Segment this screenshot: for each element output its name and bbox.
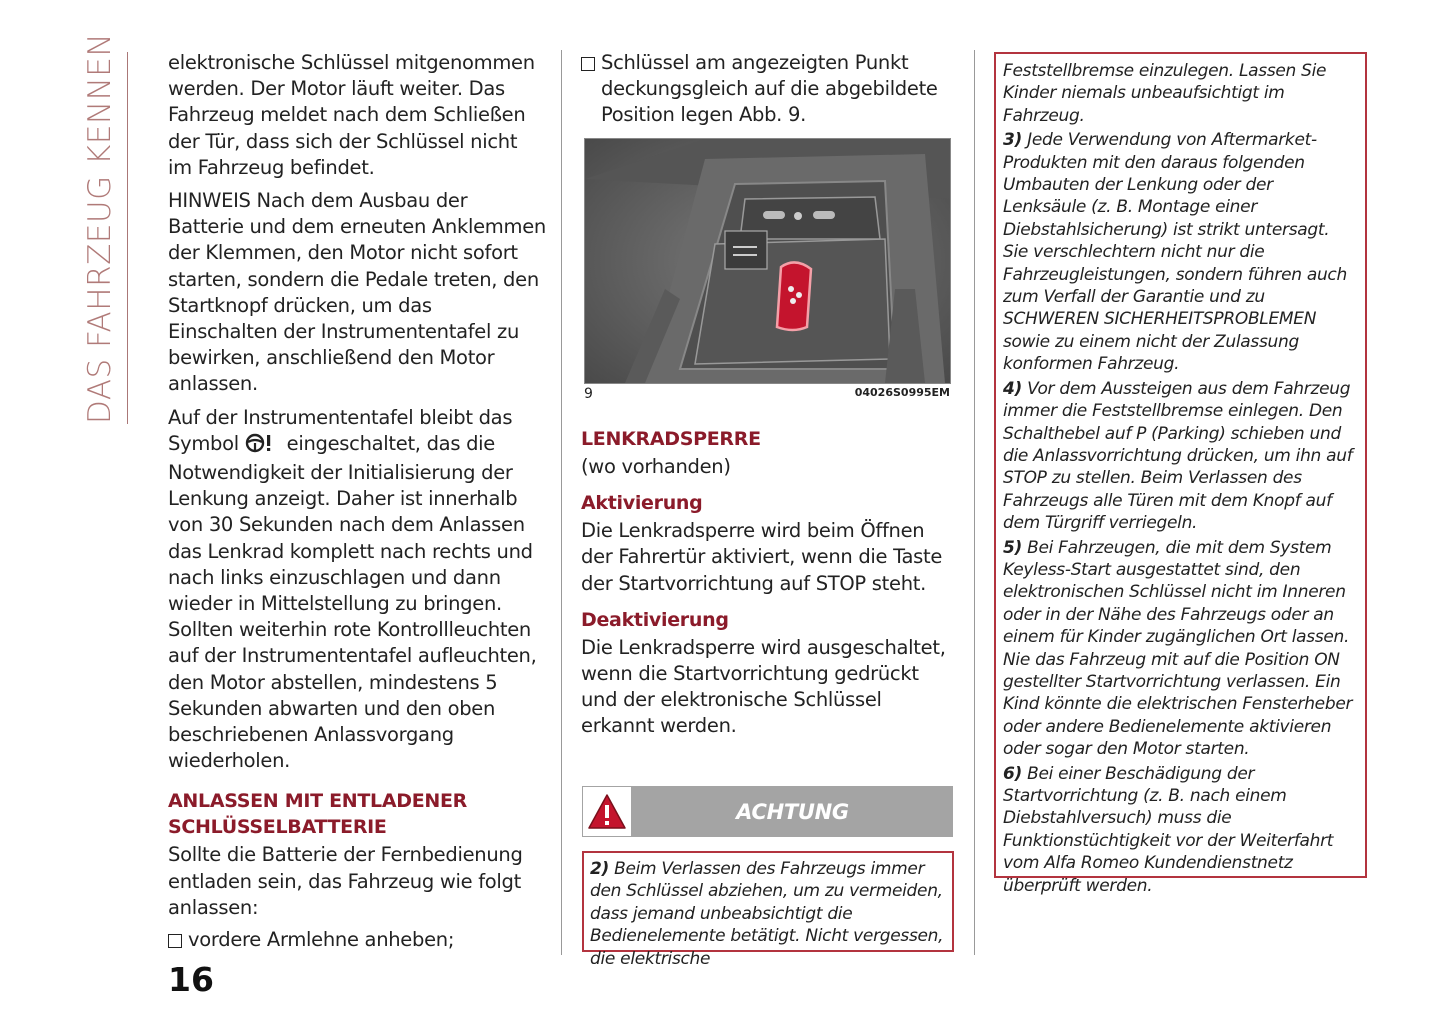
note-3 bbox=[1003, 129, 1358, 375]
note-6 bbox=[1003, 763, 1358, 897]
column-divider bbox=[561, 50, 562, 955]
checkbox-bullet-icon bbox=[168, 934, 182, 948]
note-number: 6) bbox=[1003, 763, 1022, 784]
note-text: Jede Verwendung von Aftermarket-Produkten mit den daraus folgenden Umbauten der Lenkung oder der Lenksäule (z. B. Montage einer Diebstahlsicherung) ist strikt untersagt. Sie verschlechtern nicht nur die Fahrzeugleistungen, sondern führen auch zum Verfall der Garantie und zu SCHWEREN SICHERHEITSPROBLEMEN sowie zu einem nicht der Zulassung konformen Fahrzeug. bbox=[1003, 130, 1347, 375]
column-2 bbox=[581, 50, 959, 129]
note-text: Vor dem Aussteigen aus dem Fahrzeug immer die Feststellbremse einlegen. Den Schalthebel auf P (Parking) schieben und die Anlassvorrichtung drücken, um ihn auf STOP zu stellen. Beim Verlassen des Fahrzeugs alle Türen mit dem Knopf auf dem Türgriff verriegeln. bbox=[1003, 378, 1353, 534]
heading-anlassen: ANLASSEN MIT ENTLADENER SCHLÜSSELBATTERIE bbox=[168, 790, 467, 839]
warning-triangle-icon bbox=[582, 786, 632, 837]
note-number: 5) bbox=[1003, 537, 1022, 558]
note-4 bbox=[1003, 378, 1358, 535]
note-5 bbox=[1003, 537, 1358, 761]
warning-note-2 bbox=[582, 851, 954, 969]
column-1 bbox=[168, 50, 546, 953]
figure-caption bbox=[584, 386, 950, 402]
warning-notes-box bbox=[994, 52, 1367, 896]
note-2-body bbox=[590, 858, 946, 970]
paragraph-symbol bbox=[168, 405, 546, 775]
note-text: Bei einer Beschädigung der Startvorrichtung (z. B. nach einem Diebstahlversuch) muss die Funktionstüchtigkeit vor der Weiterfahrt vom Alfa Romeo Kundendienstnetz überprüft werden. bbox=[1003, 763, 1334, 896]
list-item-text: Schlüssel am angezeigten Punkt deckungsgleich auf die abgebildete Position legen Abb. 9. bbox=[601, 51, 938, 127]
paragraph-battery: Sollte die Batterie der Fernbedienung entladen sein, das Fahrzeug wie folgt anlassen: bbox=[168, 843, 523, 919]
paragraph-aktivierung: Die Lenkradsperre wird beim Öffnen der Fahrertür aktiviert, wenn die Taste der Startvorrichtung auf STOP steht. bbox=[581, 519, 943, 595]
subheading-wo-vorhanden: (wo vorhanden) bbox=[581, 455, 731, 478]
note-number: 3) bbox=[1003, 130, 1022, 151]
note-continued: Feststellbremse einzulegen. Lassen Sie Kinder niemals unbeaufsichtigt im Fahrzeug. bbox=[1003, 61, 1327, 126]
paragraph-deaktivierung: Die Lenkradsperre wird ausgeschaltet, wenn die Startvorrichtung gedrückt und der elektronische Schlüssel erkannt werden. bbox=[581, 635, 946, 738]
note-text: Bei Fahrzeugen, die mit dem System Keyless-Start ausgestattet sind, den elektronischen Schlüssel nicht im Inneren oder in der Nähe des Fahrzeugs oder an einem für Kinder zugänglichen Ort lassen. Nie das Fahrzeug mit auf die Position ON gestellter Startvorrichtung verlassen. Ein Kind könnte die elektrischen Fensterheber oder andere Bedienelemente aktivieren oder sogar den Motor starten. bbox=[1003, 537, 1353, 760]
column-divider bbox=[974, 50, 975, 955]
note-number: 4) bbox=[1003, 378, 1022, 399]
figure-code: 04026S0995EM bbox=[854, 386, 950, 399]
list-item-armrest bbox=[168, 927, 546, 953]
list-item-key-position bbox=[581, 50, 959, 129]
side-title-text: DAS FAHRZEUG KENNEN bbox=[82, 32, 118, 424]
paragraph-key-removed: elektronische Schlüssel mitgenommen werden. Der Motor läuft weiter. Das Fahrzeug meldet nach dem Schließen der Tür, dass sich der Schlüssel nicht im Fahrzeug befindet. bbox=[168, 51, 535, 179]
side-chapter-title bbox=[82, 32, 128, 424]
page-number: 16 bbox=[168, 960, 214, 999]
heading-deaktivierung: Deaktivierung bbox=[581, 608, 729, 631]
warning-label: ACHTUNG bbox=[736, 799, 849, 824]
list-item-text: vordere Armlehne anheben; bbox=[188, 928, 455, 952]
heading-lenkradsperre: LENKRADSPERRE bbox=[581, 428, 761, 450]
note-text: Beim Verlassen des Fahrzeugs immer den Schlüssel abziehen, um zu vermeiden, dass jemand unbeabsichtigt die Bedienelemente betätigt. Nicht vergessen, die elektrische bbox=[590, 859, 944, 969]
paragraph-symbol-a: Auf der Instrumententafel bleibt das Symbol bbox=[168, 405, 513, 455]
warning-header bbox=[582, 786, 953, 837]
steering-warning-icon bbox=[245, 433, 281, 460]
paragraph-hinweis: HINWEIS Nach dem Ausbau der Batterie und dem erneuten Anklemmen der Klemmen, den Motor nicht sofort starten, sondern die Pedale treten, den Startknopf drücken, um das Einschalten der Instrumententafel zu bewirken, anschließend den Motor anlassen. bbox=[168, 189, 546, 396]
checkbox-bullet-icon bbox=[581, 57, 595, 71]
figure-number: 9 bbox=[584, 386, 593, 402]
figure-key-holder-photo bbox=[584, 138, 951, 384]
paragraph-symbol-b: eingeschaltet, das die Notwendigkeit der Initialisierung der Lenkung anzeigt. Daher ist innerhalb von 30 Sekunden nach dem Anlassen das Lenkrad komplett nach rechts und nach links einzuschlagen und dann wieder in Mittelstellung zu bringen. Sollten weiterhin rote Kontrollleuchten auf der Instrumententafel aufleuchten, den Motor abstellen, mindestens 5 Sekunden abwarten und den oben beschriebenen Anlassvorgang wiederholen. bbox=[168, 431, 537, 773]
heading-aktivierung: Aktivierung bbox=[581, 492, 703, 515]
column-2-lower bbox=[581, 426, 959, 740]
note-number: 2) bbox=[590, 859, 609, 879]
